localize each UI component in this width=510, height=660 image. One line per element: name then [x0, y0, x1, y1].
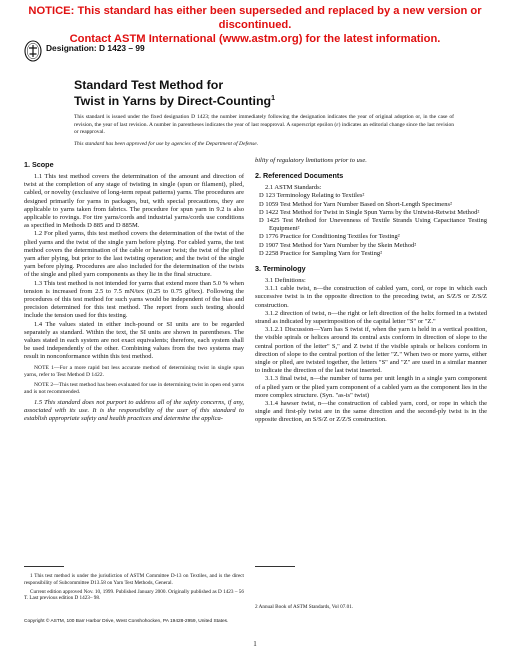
footnote-1: 1 This test method is under the jurisdiction of ASTM Committee D-13 on Textiles, and is the direct responsibility of Subcommittee D13.58 on Yarn Test Methods, General. [24, 573, 244, 586]
left-column [24, 157, 244, 423]
list-item: D 1422 Test Method for Twist in Single Spun Yarns by the Untwist-Retwist Method² [259, 208, 480, 216]
notice-line-2: Contact ASTM International (www.astm.org) for the latest information. [69, 33, 441, 45]
copyright-line: Copyright © ASTM, 100 Barr Harbor Drive, West Conshohocken, PA 19428-2959, United States. [24, 619, 229, 624]
title-line-1: Standard Test Method for [74, 78, 224, 92]
list-item: D 1059 Test Method for Yarn Number Based on Short-Length Specimens² [259, 200, 452, 208]
designation: Designation: D 1423 – 99 [46, 43, 145, 53]
list-item: D 2258 Practice for Sampling Yarn for Testing² [259, 249, 383, 257]
document-title [74, 78, 434, 108]
page-number: 1 [253, 640, 257, 648]
definition-3-1-2: 3.1.2 direction of twist, n—the right or left direction of the helix formed in a twisted strand as indicated by superimposition of the capital letter "S" or "Z." [255, 309, 487, 326]
paragraph-1-3: 1.3 This test method is not intended for yarns that extend more than 5.0 % when tension is increased from 2.5 to 7.5 mN/tex (0.25 to 0.75 gf/tex). Following the procedures of this test method for such yarns would be independent of the bias and precision determined for this test method. The report from such testing should include the tension used for this testing. [24, 279, 244, 320]
footnote-1-edition: Current edition approved Nov. 10, 1999. Published January 2000. Originally published as D 1423 – 56 T. Last previous edition D 1423– 98. [24, 588, 244, 602]
issue-note: This standard is issued under the fixed designation D 1423; the number immediately following the designation indicates the year of original adoption or, in the case of revision, the year of last revision. A number in parentheses indicates the year of last reapproval. A superscript epsilon (ε) indicates an editorial change since the last revision or reapproval. [74, 114, 454, 136]
discussion-3-1-2-1: 3.1.2.1 Discussion—Yarn has S twist if, when the yarn is held in a vertical position, the visible spirals or helices around its central axis conform in direction of slope to the central portion of the letter" S," and Z twist if the visible spirals or helices conform in direction of slope to the central portion of the letter "Z." When two or more yarns, either single or plied, are twisted together, the letters "S" and "Z" are used in a similar manner to indicate the direction of the last twist inserted. [255, 326, 487, 375]
referenced-standards-list [255, 192, 487, 258]
paragraph-1-1: 1.1 This test method covers the determination of the amount and direction of twist at the completion of any stage of twisting in single (spun or filament), plied, cabled, or novelty (exclusive of long-term repeat patterns) yarns. The procedures are designed primarily for yarns in packages, but, with special precautions, they are applicable to yarns taken from fabrics. The procedure for spun yarn in 9.2 is also applicable to rovings. For tire yarns/cords and industrial yarns/cords use conditions as specified in Methods D 885 and D 885M. [24, 173, 244, 230]
right-column [255, 157, 487, 425]
paragraph-1-5: 1.5 This standard does not purport to address all of the safety concerns, if any, associated with its use. It is the responsibility of the user of this standard to establish appropriate safety and health practices and determine the applica- [24, 398, 244, 423]
definitions-subheading: 3.1 Definitions: [265, 277, 306, 285]
footnote-2: 2 Annual Book of ASTM Standards, Vol 07.01. [255, 604, 354, 610]
list-item: D 1776 Practice for Conditioning Textiles for Testing² [259, 233, 400, 241]
paragraph-1-2: 1.2 For plied yarns, this test method covers the determination of the twist of the plied yarns and the twist of the single yarn before plying. For cabled yarns, the test method covers the determination of the cable or hawser twist; the twist of the plied yarn after plying, but prior to the last twisting operation; and the twist of the single yarn before plying. Procedures are also included for the determination of the twists of the single and plied yarn components as they lie in the final structure. [24, 230, 244, 279]
astm-standards-subheading: 2.1 ASTM Standards: [265, 184, 322, 192]
title-footnote-mark: 1 [271, 95, 276, 102]
footnote-divider-right [255, 566, 295, 567]
supersession-notice [0, 4, 510, 46]
definition-3-1-1: 3.1.1 cable twist, n—the construction of cabled yarn, cord, or rope in which each successive twist is in the opposite direction to the preceding twist, an S/Z/S or Z/S/Z construction. [255, 285, 487, 309]
notice-line-1: NOTICE: This standard has either been superseded and replaced by a new version or discontinued. [28, 5, 482, 31]
paragraph-1-5-continued: bility of regulatory limitations prior to use. [255, 157, 367, 164]
list-item: D 1425 Test Method for Unevenness of Textile Strands Using Capacitance Testing Equipment² [259, 217, 487, 233]
section-heading-terminology: 3. Terminology [255, 264, 306, 274]
paragraph-1-4: 1.4 The values stated in either inch-pound or SI units are to be regarded separately as standard. Within the text, the SI units are shown in parentheses. The values stated in each system are not exact equivalents; therefore, each system shall be used independently of the other. Combining values from the two systems may result in nonconformance within this test method. [24, 320, 244, 361]
list-item: D 1907 Test Method for Yarn Number by the Skein Method² [259, 241, 417, 249]
footnote-divider [24, 566, 64, 567]
definition-3-1-4: 3.1.4 hawser twist, n—the construction of cabled yarn, cord, or rope in which the single and first-ply twist are in the same direction and the second-ply twist is in the opposite direction, an S/S/Z or Z/Z/S construction. [255, 400, 487, 424]
list-item: D 123 Terminology Relating to Textiles² [259, 192, 365, 200]
note-1: NOTE 1—For a more rapid but less accurate method of determining twist in single spun yarns, refer to Test Method D 1422. [24, 364, 244, 378]
section-heading-scope: 1. Scope [24, 160, 54, 169]
footnotes-left [24, 573, 244, 604]
title-line-2: Twist in Yarns by Direct-Counting [74, 94, 272, 109]
section-heading-referenced-documents: 2. Referenced Documents [255, 171, 344, 181]
approval-note: This standard has been approved for use by agencies of the Department of Defense. [74, 141, 259, 147]
astm-logo-icon [24, 40, 42, 62]
note-2: NOTE 2—This test method has been evaluated for use in determining twist in open end yarns and is not recommended. [24, 381, 244, 395]
definition-3-1-3: 3.1.3 final twist, n—the number of turns per unit length in a single yarn component of a plied yarn or the plied yarn component of a cabled yarn as the component lies in the more complex structure. (Syn. "as-is" twist) [255, 375, 487, 399]
